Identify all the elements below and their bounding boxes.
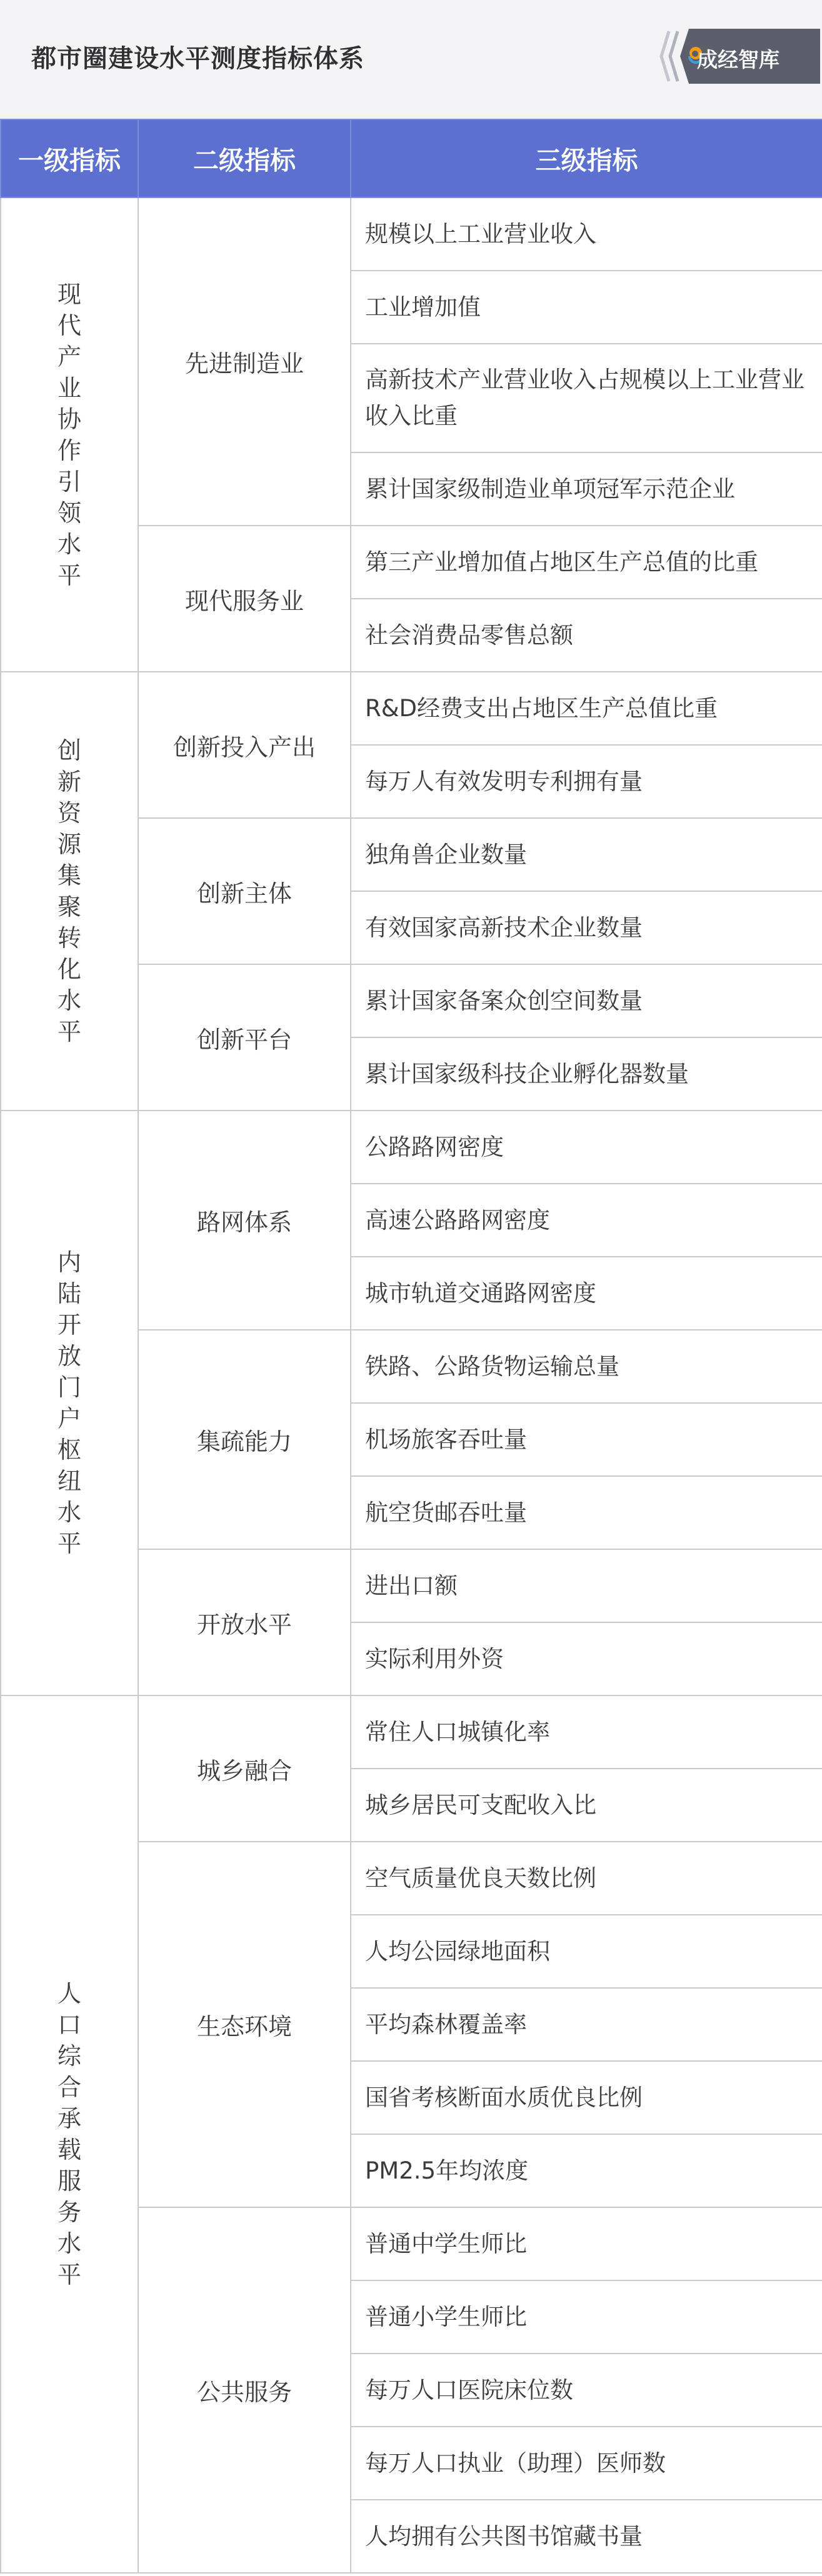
level3-item: PM2.5年均浓度	[351, 2134, 822, 2207]
level2-cell: 路网体系	[138, 1111, 351, 1330]
level1-label: 现代产业协作引领水平	[57, 280, 81, 589]
level3-item: 进出口额	[351, 1549, 822, 1622]
level3-item: 人均拥有公共图书馆藏书量	[351, 2500, 822, 2573]
level3-item: 每万人口执业（助理）医师数	[351, 2427, 822, 2500]
level3-item: 空气质量优良天数比例	[351, 1842, 822, 1915]
level2-cell: 城乡融合	[138, 1695, 351, 1842]
level2-cell: 创新投入产出	[138, 672, 351, 818]
column-header-level3: 三级指标	[351, 119, 822, 197]
level3-item: R&D经费支出占地区生产总值比重	[351, 672, 822, 745]
level3-item: 普通小学生师比	[351, 2280, 822, 2354]
level3-item: 铁路、公路货物运输总量	[351, 1330, 822, 1403]
level2-cell: 集疏能力	[138, 1330, 351, 1549]
level3-item: 城乡居民可支配收入比	[351, 1769, 822, 1842]
level3-item: 普通中学生师比	[351, 2207, 822, 2280]
level2-cell: 创新主体	[138, 818, 351, 964]
level3-item: 航空货邮吞吐量	[351, 1476, 822, 1549]
level3-item: 人均公园绿地面积	[351, 1915, 822, 1988]
brand-logo-text: 成经智库	[697, 47, 779, 72]
level3-item: 每万人口医院床位数	[351, 2354, 822, 2427]
level3-item: 机场旅客吞吐量	[351, 1403, 822, 1476]
level3-item: 独角兽企业数量	[351, 818, 822, 891]
page-title: 都市圈建设水平测度指标体系	[31, 44, 364, 73]
level2-cell: 公共服务	[138, 2207, 351, 2573]
level3-item: 城市轨道交通路网密度	[351, 1257, 822, 1330]
level1-cell	[1, 1695, 138, 2573]
level2-cell: 开放水平	[138, 1549, 351, 1695]
level3-item: 第三产业增加值占地区生产总值的比重	[351, 526, 822, 599]
level1-cell	[1, 672, 138, 1111]
level3-item: 公路路网密度	[351, 1111, 822, 1184]
level3-item: 高新技术产业营业收入占规模以上工业营业收入比重	[351, 344, 822, 452]
level2-cell: 先进制造业	[138, 197, 351, 526]
level1-cell	[1, 1111, 138, 1695]
level3-item: 常住人口城镇化率	[351, 1695, 822, 1769]
level2-cell: 生态环境	[138, 1842, 351, 2207]
level3-item: 累计国家级制造业单项冠军示范企业	[351, 452, 822, 526]
level3-item: 实际利用外资	[351, 1622, 822, 1695]
column-header-level2: 二级指标	[138, 119, 351, 197]
column-header-level1: 一级指标	[1, 119, 138, 197]
indicator-table	[0, 119, 822, 2574]
level1-cell	[1, 197, 138, 672]
level3-item: 有效国家高新技术企业数量	[351, 891, 822, 964]
level3-item: 工业增加值	[351, 271, 822, 344]
level2-cell: 现代服务业	[138, 526, 351, 672]
level1-label: 内陆开放门户枢纽水平	[57, 1249, 81, 1557]
level2-cell: 创新平台	[138, 964, 351, 1111]
level1-label: 人口综合承载服务水平	[57, 1980, 81, 2289]
page-header	[0, 0, 822, 119]
level3-item: 规模以上工业营业收入	[351, 197, 822, 271]
level3-item: 高速公路路网密度	[351, 1184, 822, 1257]
level3-item: 平均森林覆盖率	[351, 1988, 822, 2061]
level1-label: 创新资源集聚转化水平	[57, 737, 81, 1046]
level3-item: 社会消费品零售总额	[351, 599, 822, 672]
level3-item: 累计国家备案众创空间数量	[351, 964, 822, 1037]
level3-item: 每万人有效发明专利拥有量	[351, 745, 822, 818]
level3-item: 累计国家级科技企业孵化器数量	[351, 1037, 822, 1111]
level3-item: 国省考核断面水质优良比例	[351, 2061, 822, 2134]
